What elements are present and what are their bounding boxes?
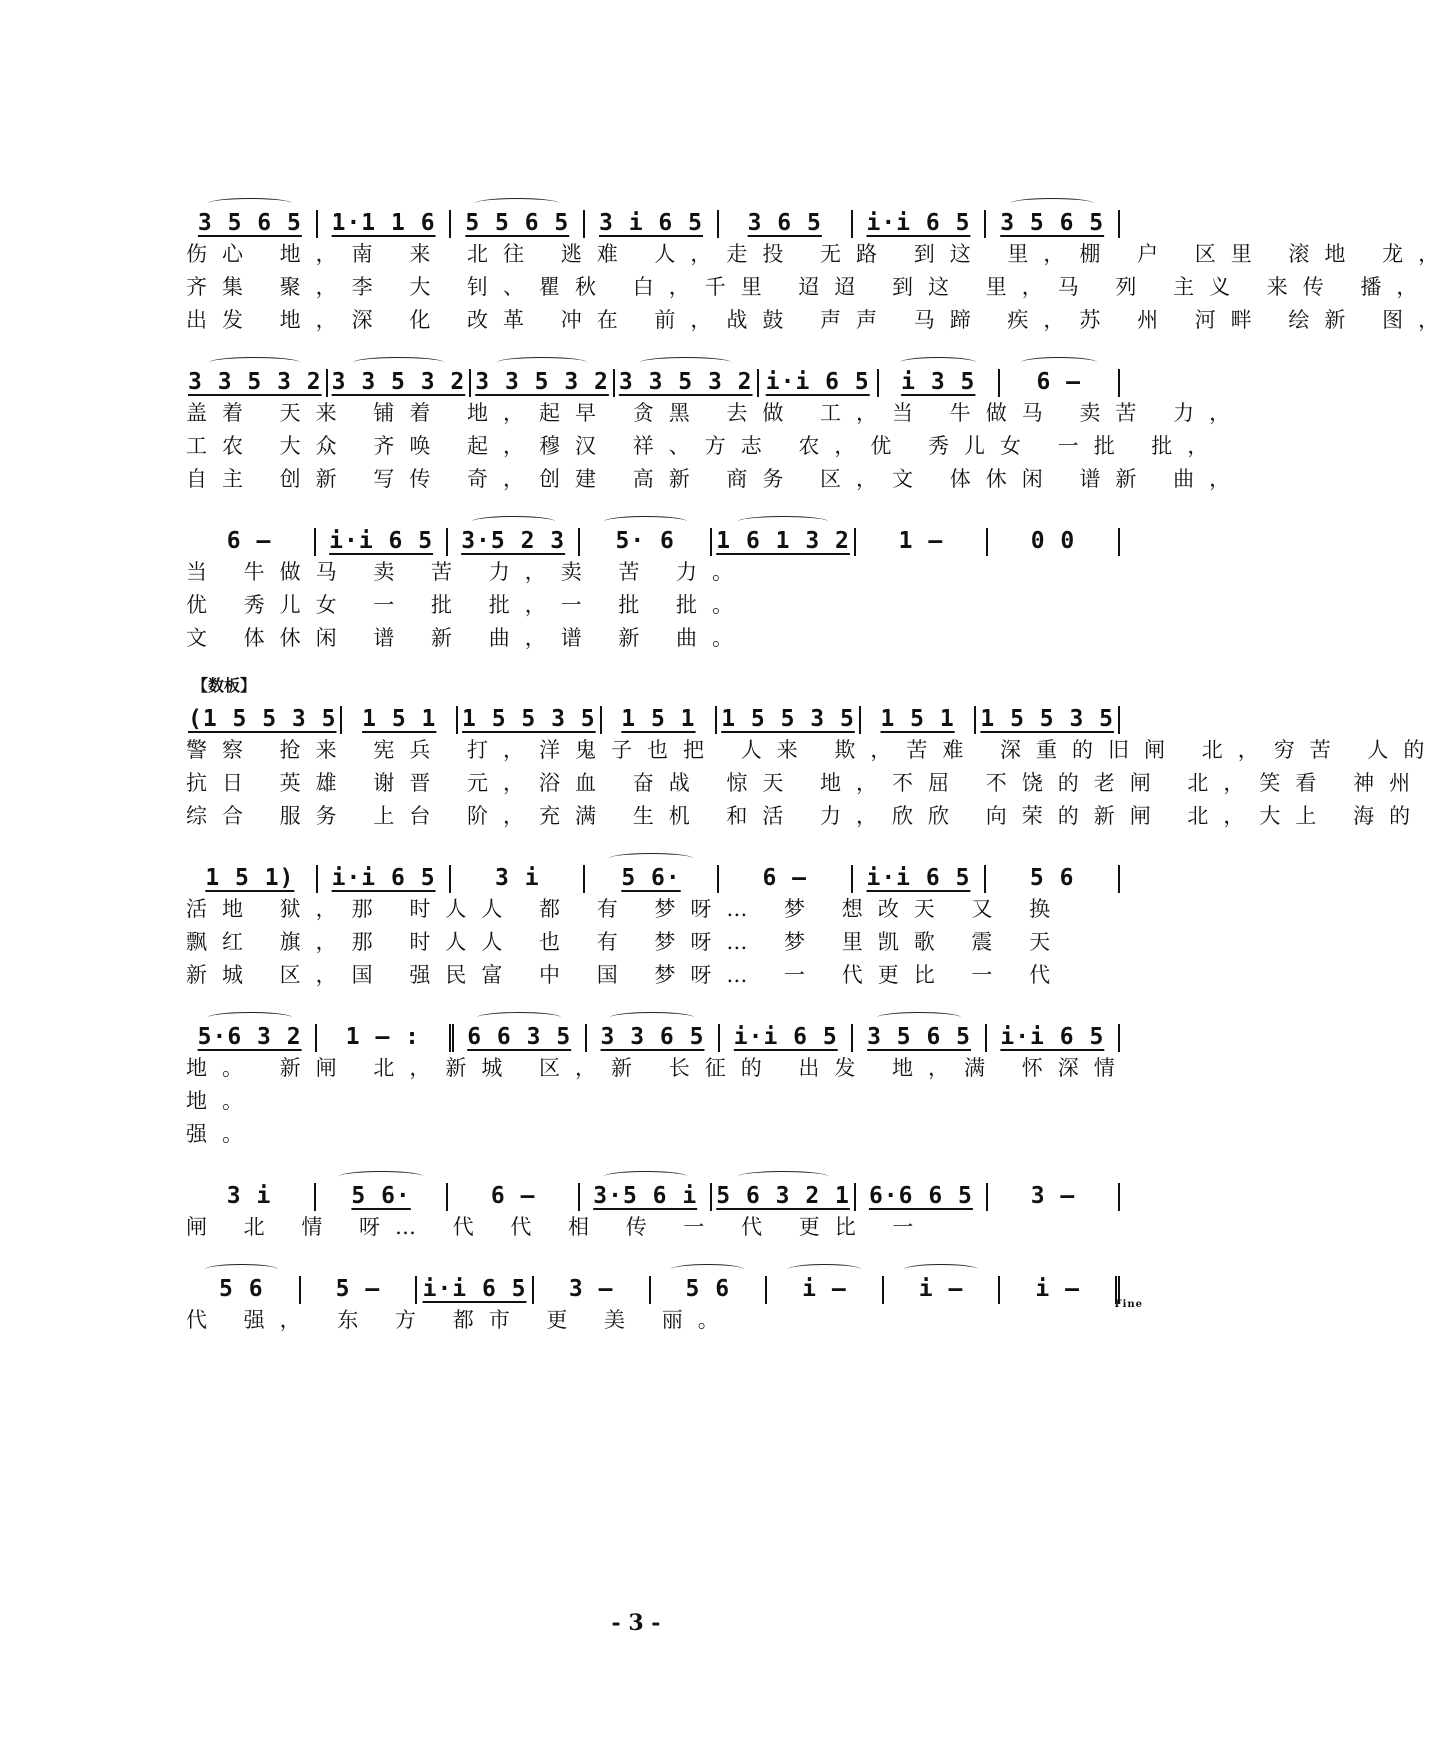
lyric-line: 齐集 聚，李 大 钊、瞿秋 白，千里 迢迢 到这 里，马 列 主义 来传 播，	[186, 275, 1433, 299]
lyrics-block	[186, 734, 1440, 833]
notation-row	[184, 1010, 1120, 1052]
measure: 5 6 3 2 1	[712, 1183, 856, 1211]
page-number: - 3 -	[611, 1610, 661, 1636]
measure: i·i 6 5	[853, 865, 987, 893]
measure: 1 5 5 3 5	[717, 706, 861, 734]
measure: 3 5 6 5	[986, 210, 1120, 238]
lyric-line: 地。	[186, 1089, 258, 1113]
measure: i·i 6 5	[720, 1024, 853, 1052]
measure: 6 6 3 5	[454, 1024, 587, 1052]
notation-row	[184, 355, 1120, 397]
measure: 3 3 5 3 2	[184, 369, 328, 397]
measure: 1 – :	[317, 1024, 453, 1052]
measure: 1 5 5 3 5	[976, 706, 1120, 734]
measure: 3 i 6 5	[585, 210, 719, 238]
measure: 3 6 5	[719, 210, 853, 238]
measure: 3 3 5 3 2	[328, 369, 472, 397]
measure: 5 6	[184, 1276, 301, 1304]
measure: i – Fine	[1000, 1276, 1120, 1304]
lyrics-block	[186, 397, 1246, 496]
measure: 6 –	[184, 528, 316, 556]
measure: 1 5 5 3 5	[458, 706, 602, 734]
measure: 0 0	[988, 528, 1120, 556]
measure: 3 3 5 3 2	[615, 369, 759, 397]
measure: i 3 5	[879, 369, 1000, 397]
measure: 3 –	[988, 1183, 1120, 1211]
lyric-line: 伤心 地，南 来 北往 逃难 人，走投 无路 到这 里，棚 户 区里 滚地 龙，	[186, 242, 1454, 266]
notation-row	[184, 692, 1120, 734]
measure: i·i 6 5	[987, 1024, 1120, 1052]
lyric-line: 飘红 旗，那 时人人 也 有 梦呀… 梦 里凯歌 震 天	[186, 930, 1066, 954]
measure: 3 3 6 5	[587, 1024, 720, 1052]
section-label: 【数板】	[192, 676, 257, 695]
lyrics-block	[186, 893, 1120, 992]
lyric-line: 优 秀儿女 一 批 批，一 批 批。	[186, 593, 749, 617]
lyric-line: 文 体休闲 谱 新 曲，谱 新 曲。	[186, 626, 749, 650]
measure: (1 5 5 3 5	[184, 706, 342, 734]
measure: i·i 6 5	[417, 1276, 534, 1304]
lyric-line: 当 牛做马 卖 苦 力，卖 苦 力。	[186, 560, 749, 584]
lyric-line: 盖着 天来 铺着 地，起早 贪黑 去做 工，当 牛做马 卖苦 力，	[186, 401, 1246, 425]
lyric-line: 代 强， 东 方 都市 更 美 丽。	[186, 1308, 734, 1332]
measure: 5 6·	[585, 865, 719, 893]
measure: 3 3 5 3 2	[471, 369, 615, 397]
measure: 5· 6	[580, 528, 712, 556]
score-system-5	[184, 851, 1120, 992]
lyric-line: 警察 抢来 宪兵 打，洋鬼子也把 人来 欺，苦难 深重的旧闸 北，穷苦 人的	[186, 738, 1440, 762]
score-system-4	[184, 692, 1440, 833]
fine-mark: Fine	[1114, 1299, 1143, 1310]
measure: 1 5 1	[861, 706, 977, 734]
lyric-line: 闸 北 情 呀… 代 代 相 传 一 代 更比 一	[186, 1215, 929, 1239]
measure: i·i 6 5	[853, 210, 987, 238]
measure: 3 i	[451, 865, 585, 893]
lyrics-block	[186, 1211, 1120, 1244]
measure: i –	[884, 1276, 1001, 1304]
notation-row	[184, 1262, 1143, 1310]
measure: 1·1 1 6	[318, 210, 452, 238]
score-system-2	[184, 355, 1246, 496]
measure: i·i 6 5	[318, 865, 452, 893]
measure: 3 –	[534, 1276, 651, 1304]
measure: 6 –	[1000, 369, 1121, 397]
measure: 5 6	[651, 1276, 768, 1304]
lyrics-block	[186, 238, 1454, 337]
notation-row	[184, 851, 1120, 893]
lyric-line: 自主 创新 写传 奇，创建 高新 商务 区，文 体休闲 谱新 曲，	[186, 467, 1246, 491]
measure: i –	[767, 1276, 884, 1304]
measure: 3·5 6 i	[580, 1183, 712, 1211]
score-system-8	[184, 1262, 1143, 1337]
notation-row	[184, 196, 1120, 238]
measure: 5 6·	[316, 1183, 448, 1211]
measure: 1 5 1	[342, 706, 458, 734]
lyric-line: 出发 地，深 化 改革 冲在 前，战鼓 声声 马蹄 疾，苏 州 河畔 绘新 图，	[186, 308, 1454, 332]
music-score	[184, 196, 1454, 1355]
measure: i·i 6 5	[759, 369, 880, 397]
lyric-line: 新城 区，国 强民富 中 国 梦呀… 一 代更比 一 代	[186, 963, 1066, 987]
lyric-line: 强。	[186, 1122, 258, 1146]
score-system-7	[184, 1169, 1120, 1244]
measure: 1 5 1)	[184, 865, 318, 893]
lyric-line: 活地 狱，那 时人人 都 有 梦呀… 梦 想改天 又 换	[186, 897, 1066, 921]
measure: 5 6	[986, 865, 1120, 893]
score-system-6	[184, 1010, 1130, 1151]
notation-row	[184, 514, 1120, 556]
score-system-3	[184, 514, 1120, 655]
notation-row	[184, 1169, 1120, 1211]
measure: 1 –	[856, 528, 988, 556]
measure: 3 5 6 5	[853, 1024, 986, 1052]
lyric-line: 抗日 英雄 谢晋 元，浴血 奋战 惊天 地，不屈 不饶的老闸 北，笑看 神州	[186, 771, 1426, 795]
lyric-line: 工农 大众 齐唤 起，穆汉 祥、方志 农，优 秀儿女 一批 批，	[186, 434, 1224, 458]
score-system-1	[184, 196, 1454, 337]
measure: 1 5 1	[602, 706, 718, 734]
measure: 3·5 2 3	[448, 528, 580, 556]
measure: 6 –	[448, 1183, 580, 1211]
measure: 5 5 6 5	[451, 210, 585, 238]
measure: 5·6 3 2	[184, 1024, 317, 1052]
measure: 6 –	[719, 865, 853, 893]
measure: i·i 6 5	[316, 528, 448, 556]
lyric-line: 地。 新闸 北，新城 区，新 长征的 出发 地，满 怀深情	[186, 1056, 1130, 1080]
lyrics-block	[186, 1304, 1120, 1337]
lyric-line: 综合 服务 上台 阶，充满 生机 和活 力，欣欣 向荣的新闸 北，大上 海的	[186, 804, 1426, 828]
measure: 5 –	[301, 1276, 418, 1304]
lyrics-block	[186, 1052, 1130, 1151]
measure: 1 6 1 3 2	[712, 528, 856, 556]
measure: 6·6 6 5	[856, 1183, 988, 1211]
measure: 3 i	[184, 1183, 316, 1211]
lyrics-block	[186, 556, 1120, 655]
measure: 3 5 6 5	[184, 210, 318, 238]
